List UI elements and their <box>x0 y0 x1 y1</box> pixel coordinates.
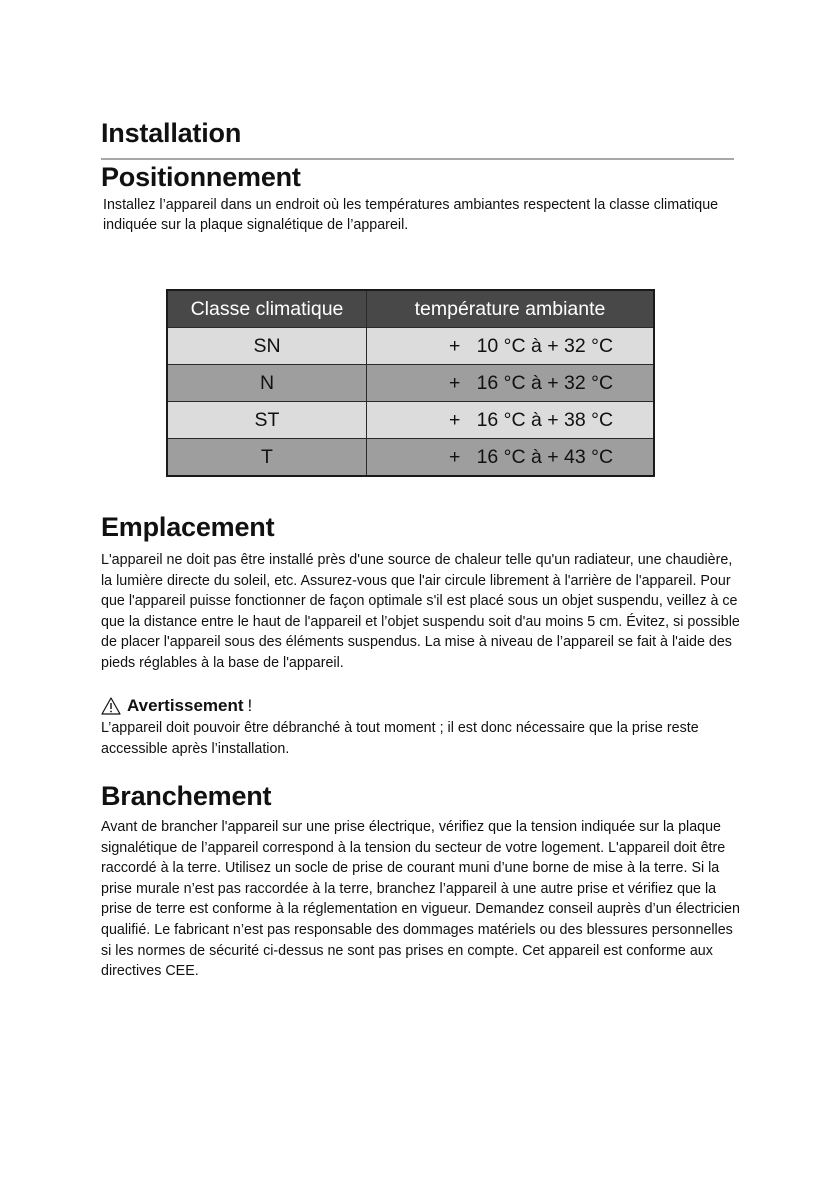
climate-class-table <box>166 289 655 477</box>
header-classe-climatique: Classe climatique <box>167 290 367 328</box>
cell-classe: SN <box>167 328 367 365</box>
table-row <box>167 365 654 402</box>
warning-exclamation: ! <box>247 696 253 715</box>
page-title: Installation <box>101 118 242 148</box>
header-temperature-ambiante: température ambiante <box>367 290 655 328</box>
table-row <box>167 439 654 477</box>
emplacement-text: L'appareil ne doit pas être installé près d'une source de chaleur telle qu'un radiateur, une chaudière, la lumière directe du soleil, etc. Assurez-vous que l'air circule librement à l'arrière de l'appareil. Pour que l'appareil puisse fonctionner de façon optimale s'il est placé sous un objet suspendu, veillez à ce que la distance entre le haut de l'appareil et l’objet suspendu soit d'au moins 5 cm. Évitez, si possible de placer l'appareil sous des éléments suspendus. La mise à niveau de l’appareil se fait à l'aide des pieds réglables à la base de l'appareil. <box>101 552 740 671</box>
section-heading-positionnement: Positionnement <box>101 162 301 192</box>
table-header-row <box>167 290 654 328</box>
positionnement-text: Installez l’appareil dans un endroit où les températures ambiantes respectent la classe climatique indiquée sur la plaque signalétique de l’appareil. <box>103 197 719 233</box>
warning-triangle-icon <box>101 697 121 715</box>
cell-temperature: + 16 °C à + 43 °C <box>367 439 655 477</box>
section-heading-branchement: Branchement <box>101 781 272 811</box>
warning-heading <box>101 696 252 716</box>
avertissement-text: L’appareil doit pouvoir être débranché à tout moment ; il est donc nécessaire que la prise reste accessible après l’installation. <box>101 720 699 757</box>
cell-temperature: + 10 °C à + 32 °C <box>367 328 655 365</box>
section-heading-emplacement: Emplacement <box>101 512 275 542</box>
title-divider <box>101 158 734 160</box>
table-row <box>167 328 654 365</box>
cell-temperature: + 16 °C à + 32 °C <box>367 365 655 402</box>
table-row <box>167 402 654 439</box>
warning-title: Avertissement <box>127 696 244 715</box>
cell-temperature: + 16 °C à + 38 °C <box>367 402 655 439</box>
cell-classe: ST <box>167 402 367 439</box>
cell-classe: T <box>167 439 367 477</box>
branchement-text: Avant de brancher l'appareil sur une prise électrique, vérifiez que la tension indiquée sur la plaque signalétique de l’appareil correspond à la tension du secteur de votre logement. L'appareil doit être raccordé à la terre. Utilisez un socle de prise de courant muni d’une borne de mise à la terre. Si la prise murale n’est pas raccordée à la terre, branchez l’appareil à une autre prise et vérifiez que la prise de terre est conforme à la réglementation en vigueur. Demandez conseil auprès d’un électricien qualifié. Le fabricant n’est pas responsable des dommages matériels ou des blessures personnelles si les normes de sécurité ci-dessus ne sont pas prises en compte. Cet appareil est conforme aux directives CEE. <box>101 819 740 980</box>
cell-classe: N <box>167 365 367 402</box>
